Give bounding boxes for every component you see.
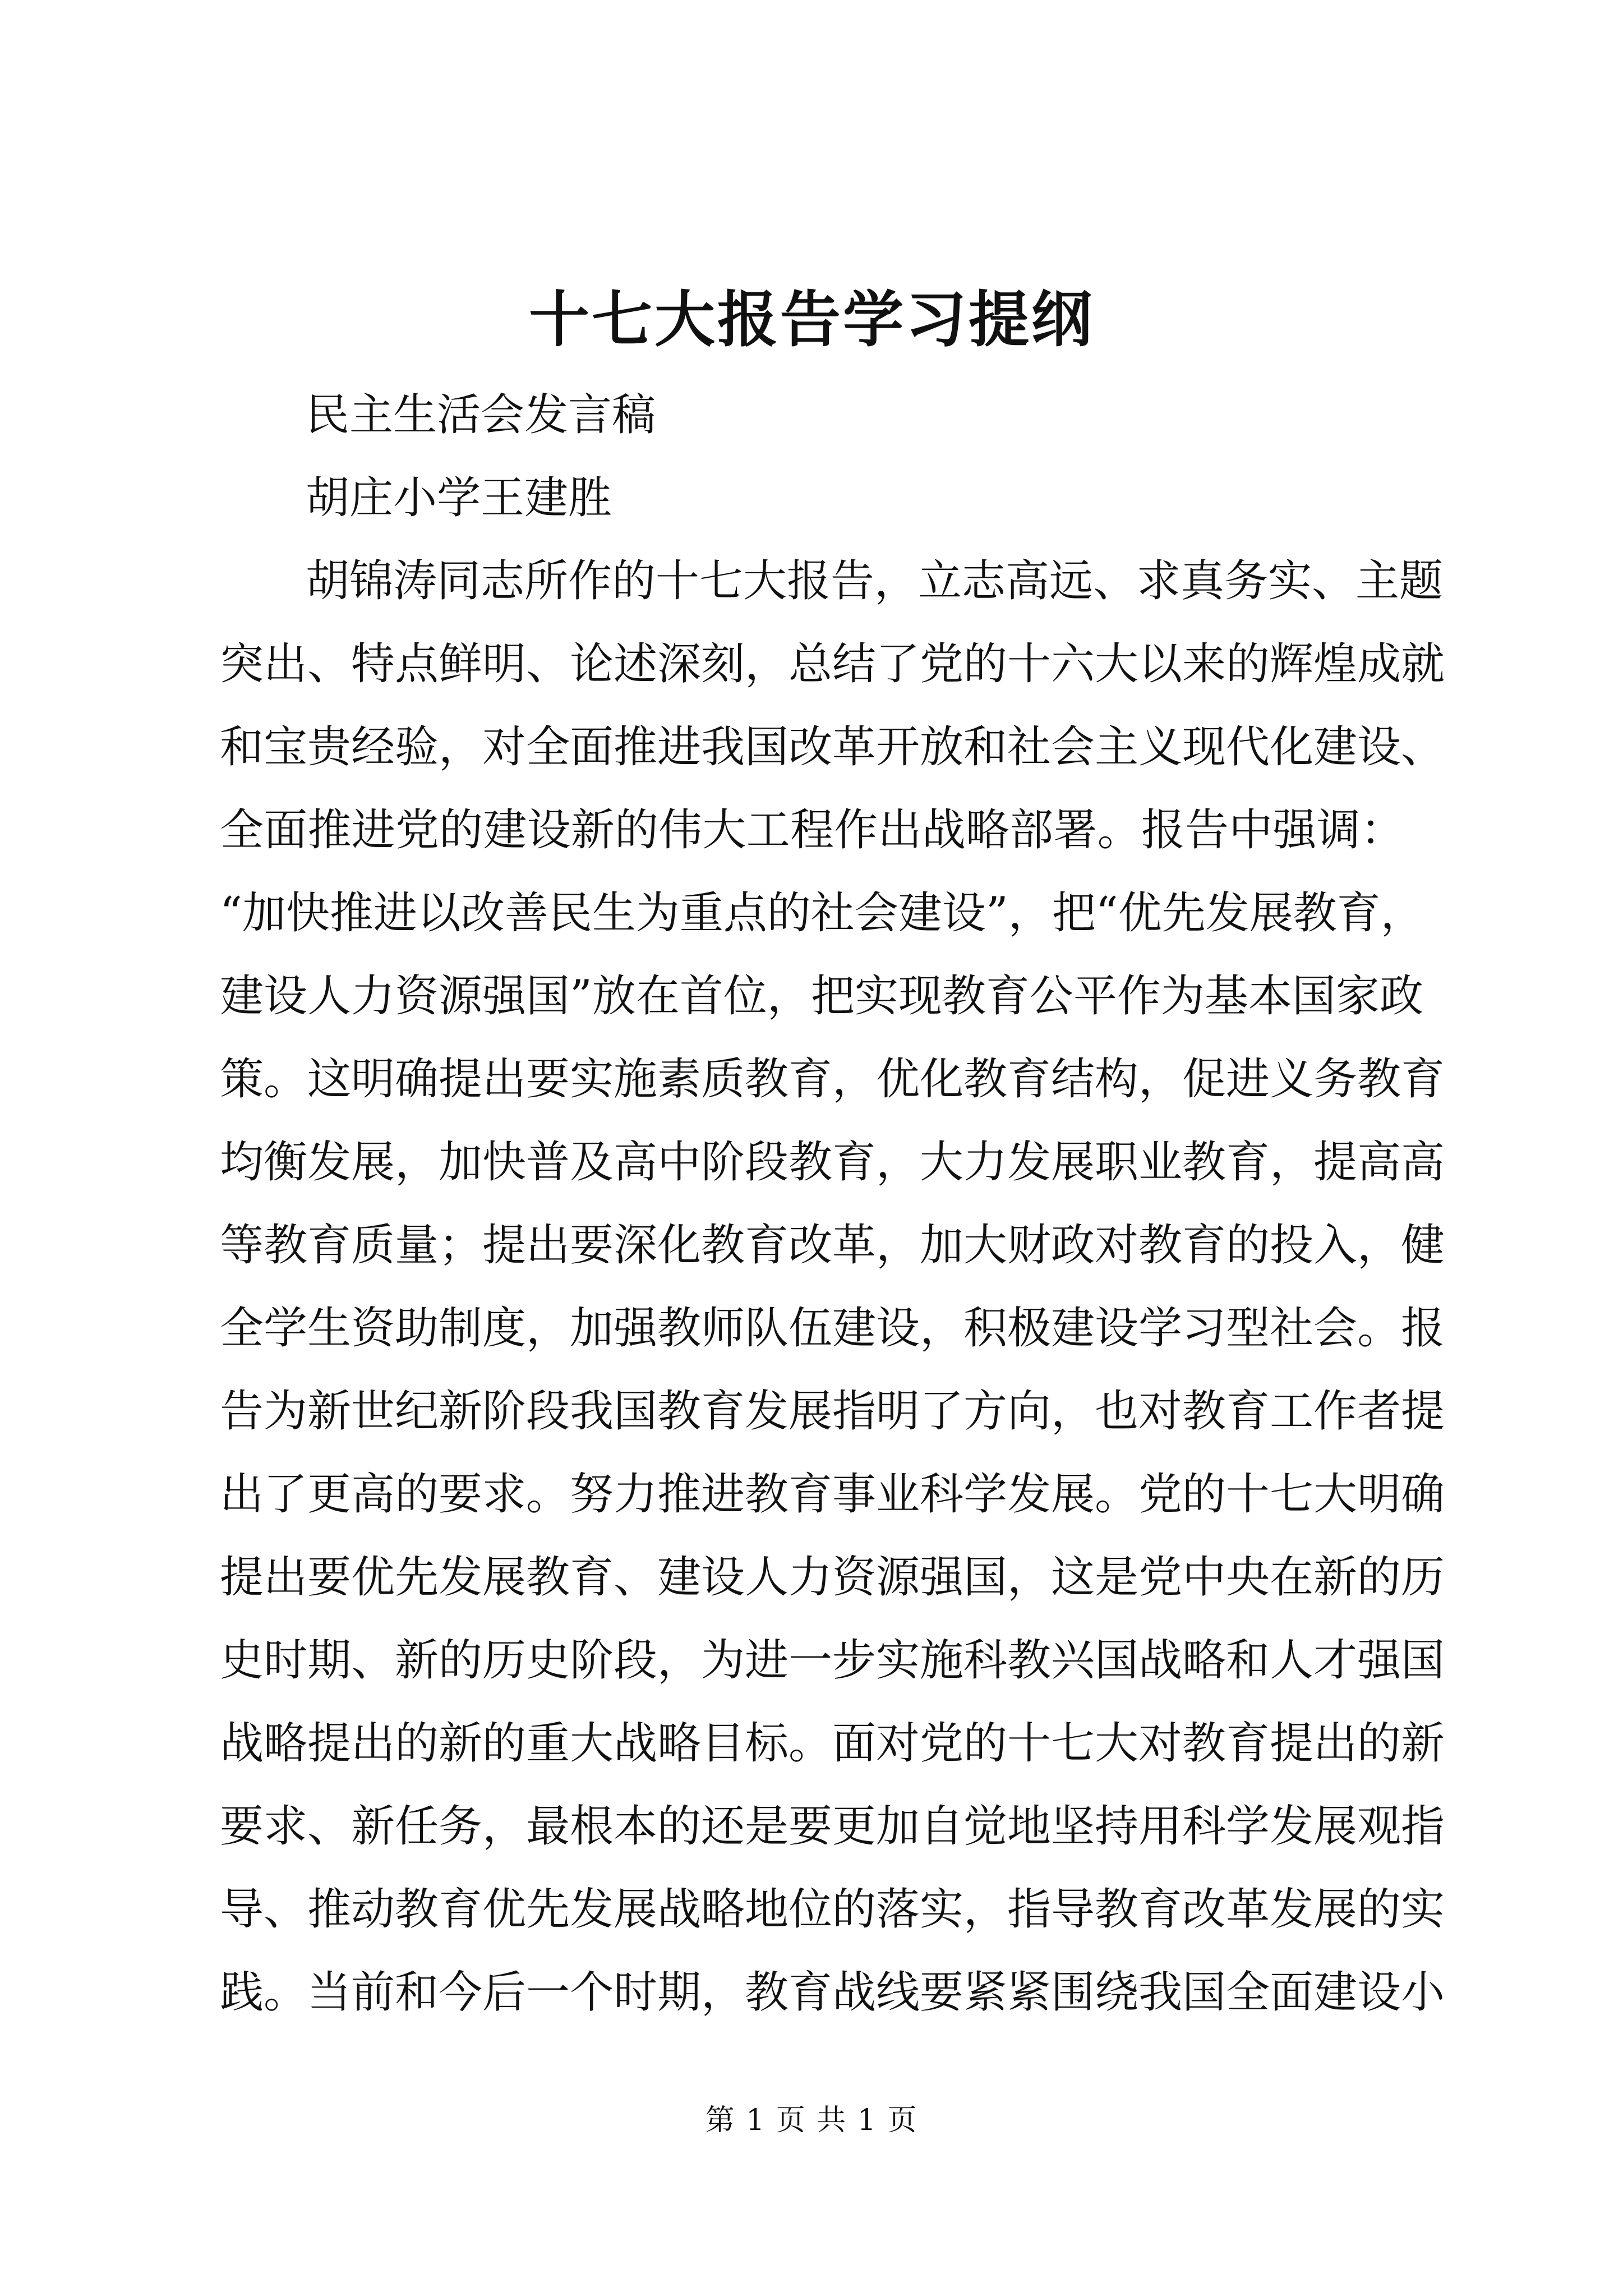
paragraph-line: 全学生资助制度，加强教师队伍建设，积极建设学习型社会。报 (220, 1303, 1445, 1354)
paragraph-line: 史时期、新的历史阶段，为进一步实施科教兴国战略和人才强国 (220, 1635, 1445, 1686)
paragraph-line: 和宝贵经验，对全面推进我国改革开放和社会主义现代化建设、 (220, 722, 1445, 772)
paragraph-line: 提出要优先发展教育、建设人力资源强国，这是党中央在新的历 (220, 1552, 1445, 1603)
paragraph-line: 导、推动教育优先发展战略地位的落实，指导教育改革发展的实 (220, 1884, 1445, 1935)
paragraph-line: 告为新世纪新阶段我国教育发展指明了方向，也对教育工作者提 (220, 1386, 1445, 1437)
paragraph-line: 策。这明确提出要实施素质教育，优化教育结构，促进义务教育 (220, 1054, 1445, 1105)
paragraph-line: 践。当前和今后一个时期，教育战线要紧紧围绕我国全面建设小 (220, 1967, 1445, 2018)
paragraph-line: 出了更高的要求。努力推进教育事业科学发展。党的十七大明确 (220, 1469, 1445, 1520)
paragraph-line: 要求、新任务，最根本的还是要更加自觉地坚持用科学发展观指 (220, 1801, 1445, 1852)
paragraph-line: 全面推进党的建设新的伟大工程作出战略部署。报告中强调： (220, 805, 1404, 855)
subtitle: 民主生活会发言稿 (306, 390, 656, 440)
page-title: 十七大报告学习提纲 (528, 284, 1094, 355)
paragraph-line: 建设人力资源强国”放在首位，把实现教育公平作为基本国家政 (220, 971, 1423, 1022)
paragraph-line: 均衡发展，加快普及高中阶段教育，大力发展职业教育，提高高 (220, 1137, 1445, 1188)
paragraph-line: 突出、特点鲜明、论述深刻，总结了党的十六大以来的辉煌成就 (220, 639, 1445, 689)
paragraph-line: 胡锦涛同志所作的十七大报告，立志高远、求真务实、主题 (306, 556, 1444, 606)
author-line: 胡庄小学王建胜 (306, 473, 612, 523)
paragraph-line: 战略提出的新的重大战略目标。面对党的十七大对教育提出的新 (220, 1718, 1445, 1769)
paragraph-line: 等教育质量；提出要深化教育改革，加大财政对教育的投入，健 (220, 1220, 1445, 1271)
paragraph-line: “加快推进以改善民生为重点的社会建设”，把“优先发展教育， (220, 888, 1424, 938)
page-number-footer: 第 1 页 共 1 页 (705, 2104, 918, 2137)
